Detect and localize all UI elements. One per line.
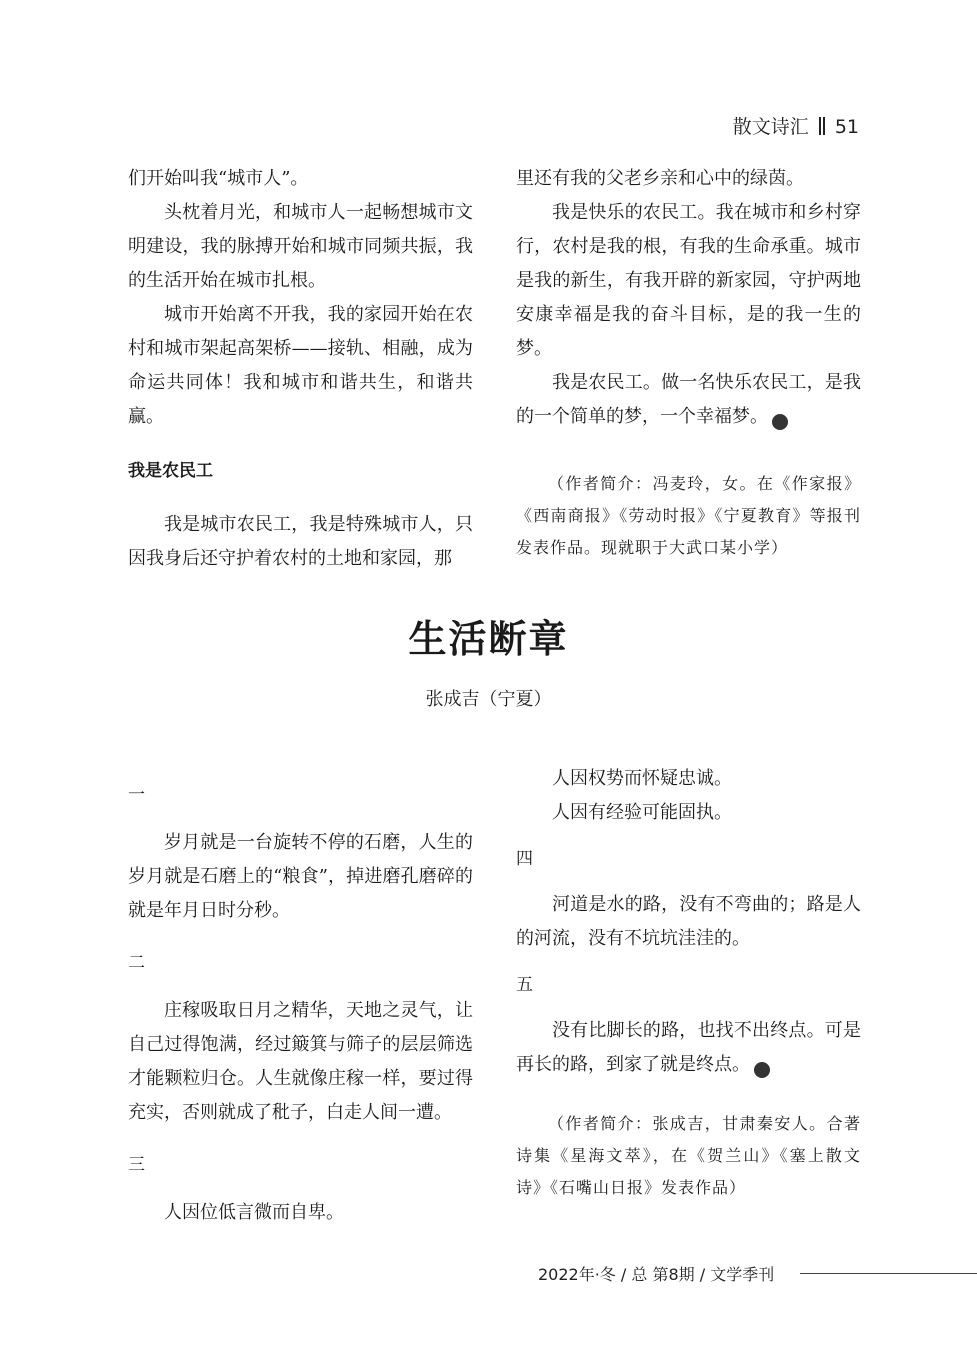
section-number: 三 [128, 1155, 145, 1175]
end-mark-icon: ⊛ [754, 1062, 770, 1078]
footer-rule [800, 1273, 977, 1274]
article-author: 张成吉（宁夏） [425, 689, 552, 710]
top-right-column [516, 162, 861, 564]
paragraph: 岁月就是一台旋转不停的石磨，人生的岁月就是石磨上的“粮食”，掉进磨孔磨碎的就是年月日时分秒。 [128, 832, 473, 921]
paragraph: 城市开始离不开我，我的家园开始在农村和城市架起高架桥——接轨、相融，成为命运共同体！我和城市和谐共生，和谐共赢。 [128, 304, 473, 427]
author-bio: （作者简介：张成吉，甘肃秦安人。合著诗集《星海文萃》，在《贺兰山》《塞上散文诗》《石嘴山日报》发表作品） [516, 1114, 861, 1197]
article-title: 生活断章 [408, 616, 569, 661]
section-number: 一 [128, 785, 145, 805]
paragraph: 人因权势而怀疑忠诚。 [552, 768, 732, 789]
page-footer: 2022年·冬 / 总 第8期 / 文学季刊 [538, 1265, 775, 1284]
paragraph: 们开始叫我“城市人”。 [128, 168, 309, 189]
section-number: 四 [516, 849, 533, 869]
poem-subtitle: 我是农民工 [128, 461, 213, 481]
top-left-column [128, 162, 473, 576]
page-number: 51 [834, 116, 859, 138]
section-number: 五 [516, 975, 533, 995]
paragraph: 里还有我的父老乡亲和心中的绿茵。 [516, 168, 804, 189]
paragraph: 我是快乐的农民工。我在城市和乡村穿行，农村是我的根，有我的生命承重。城市是我的新生，有我开辟的新家园，守护两地安康幸福是我的奋斗目标，是的我一生的梦。 [516, 202, 861, 359]
section-number: 二 [128, 953, 145, 973]
author-bio: （作者简介：冯麦玲，女。在《作家报》《西南商报》《劳动时报》《宁夏教育》等报刊发表作品。现就职于大武口某小学） [516, 474, 861, 557]
bottom-left-column [128, 778, 473, 1230]
paragraph-end [516, 1014, 861, 1082]
paragraph-text: 没有比脚长的路，也找不出终点。可是再长的路，到家了就是终点。 [516, 1020, 861, 1075]
header-divider [819, 117, 825, 135]
paragraph-end [516, 366, 861, 434]
paragraph: 人因有经验可能固执。 [552, 802, 732, 823]
paragraph: 庄稼吸取日月之精华，天地之灵气，让自己过得饱满，经过簸箕与筛子的层层筛选才能颗粒归仓。人生就像庄稼一样，要过得充实，否则就成了秕子，白走人间一遭。 [128, 1000, 473, 1123]
paragraph: 头枕着月光，和城市人一起畅想城市文明建设，我的脉搏开始和城市同频共振，我的生活开始在城市扎根。 [128, 202, 473, 291]
bottom-right-column [516, 762, 861, 1204]
paragraph: 人因位低言微而自卑。 [164, 1202, 344, 1223]
paragraph: 河道是水的路，没有不弯曲的；路是人的河流，没有不坑坑洼洼的。 [516, 894, 861, 949]
end-mark-icon: ⊛ [772, 414, 788, 430]
running-header [733, 112, 859, 139]
section-name: 散文诗汇 [732, 116, 809, 138]
paragraph: 我是城市农民工，我是特殊城市人，只因我身后还守护着农村的土地和家园，那 [128, 514, 473, 569]
paragraph-text: 我是农民工。做一名快乐农民工，是我的一个简单的梦，一个幸福梦。 [516, 372, 861, 427]
